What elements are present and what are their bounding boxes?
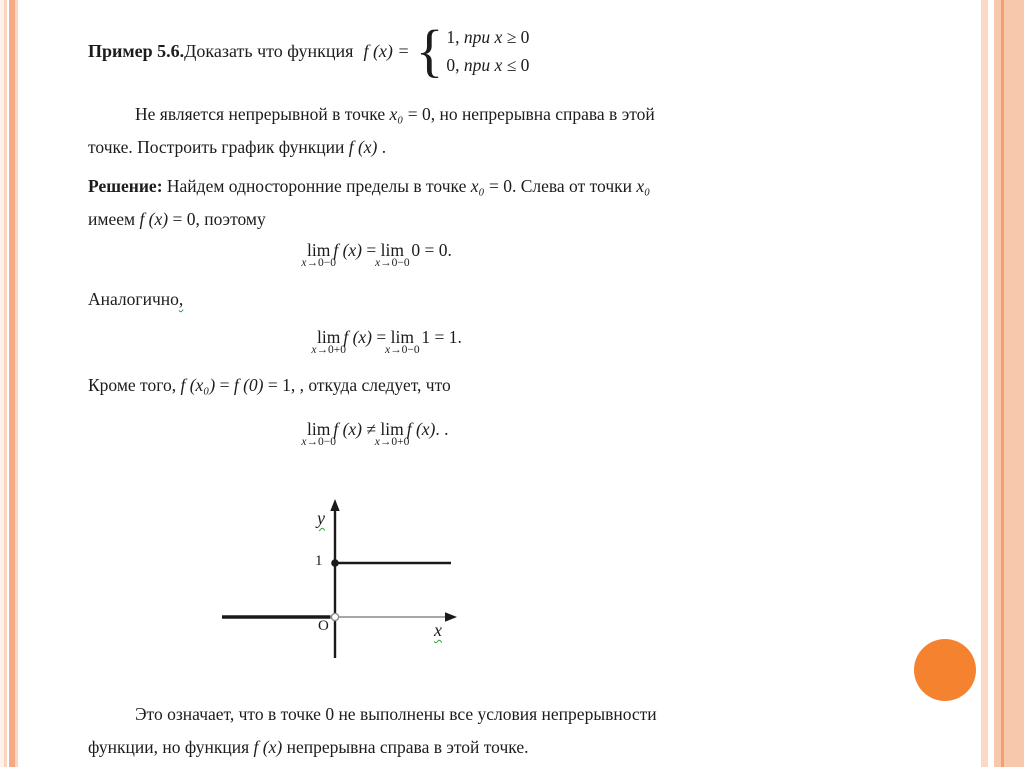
limit-operator [375,240,410,269]
right-border-band-line [1001,0,1004,767]
formula-end: . . [435,419,449,439]
sub-var: x [301,257,307,269]
limit-inequality-formula [301,419,449,448]
example-title [88,18,530,83]
analog-text: Аналогично [88,289,179,309]
right-border-stripe [981,0,988,767]
piecewise-function [415,18,530,83]
sub-var: x [385,344,391,356]
solution-paragraph [88,170,650,236]
graph-canvas [218,498,466,666]
tick-label-1: 1 [315,553,323,569]
case-2-value: 0, [446,54,460,75]
limit-subscript [375,436,410,448]
sub-var: x [311,344,317,356]
sub-var: x [374,436,380,448]
intro-text-c: точке. Построить график функции [88,137,349,157]
sub-var: x [301,436,307,448]
equals-sign: = [372,327,391,347]
sub-approach: →0+0 [379,436,410,448]
solution-x0: x₀ [470,176,485,196]
conclusion-paragraph [88,698,657,764]
lim-word: lim [307,419,331,439]
case-2-condition: ≤ 0 [502,54,530,75]
limit-subscript [375,257,410,269]
solution-line-2 [88,203,650,236]
limit-subscript [311,344,346,356]
limit-operator [385,327,420,356]
krome-value: = 1, [263,375,296,395]
y-axis-label: y [317,508,325,528]
function-notation: f (x) = [363,40,410,61]
sub-approach: →0−0 [306,436,336,448]
open-point-origin [331,613,338,620]
sub-approach: →0−0 [380,257,410,269]
intro-x0: x₀ [389,104,404,124]
lim-word: lim [380,240,404,260]
origin-label: O [318,618,329,634]
solution-x0-2: x₀ [636,176,651,196]
krome-fx0: f (x₀) [180,375,216,395]
title-text: Доказать что функция [184,40,354,61]
right-border-band [994,0,1024,767]
sub-approach: →0−0 [306,257,336,269]
formula-result: 0 = 0. [406,240,452,260]
analog-paragraph [88,289,183,310]
limit-operator [374,419,410,448]
intro-text-b: = 0, но непрерывна справа в этой [403,104,655,124]
limit-formula-left [301,240,452,269]
lim-word: lim [317,327,341,347]
case-1-pri: при [459,26,495,47]
krome-text-a: Кроме того, [88,375,181,395]
krome-equals: = [215,375,234,395]
intro-fx: f (x) [348,137,378,157]
case-row-2 [446,53,529,78]
solution-text-a: Найдем односторонние пределы в точке [162,176,471,196]
decorative-circle [914,639,976,701]
left-border-stripe-2 [4,0,7,767]
analog-comma: , [178,289,184,309]
krome-f0: f (0) [233,375,264,395]
fx-term: f (x) [333,240,363,260]
limit-subscript [301,436,336,448]
case-2-pri: при [459,54,495,75]
intro-paragraph [88,98,655,164]
solution-fx: f (x) [139,209,169,229]
sub-approach: →0+0 [316,344,346,356]
lim-word: lim [390,327,414,347]
intro-text-d: . [377,137,387,157]
lim-word: lim [307,240,331,260]
solution-line-1 [88,170,650,203]
not-equal-sign: ≠ [362,419,381,439]
brace-glyph: { [415,18,444,83]
limit-subscript [301,257,336,269]
case-1-condition: ≥ 0 [502,26,530,47]
solution-text-b: = 0. Слева от точки [484,176,637,196]
solution-label: Решение: [88,176,163,196]
sub-var: x [375,257,381,269]
conclusion-text-a: Это означает, что в точке 0 не выполнены все условия непрерывности [135,704,657,724]
conclusion-line-2 [88,731,657,764]
limit-formula-right [311,327,462,356]
krome-paragraph [88,375,451,396]
left-border-stripe-4 [15,0,18,767]
x-axis-arrow [445,612,457,621]
conclusion-text-c: непрерывна справа в этой точке. [282,737,529,757]
lim-word: lim [380,419,404,439]
y-axis-arrow [330,499,339,511]
case-1-var: x [494,26,503,47]
conclusion-text-b: функции, но функция [88,737,254,757]
limit-operator [301,419,336,448]
krome-text-b: , откуда следует, что [295,375,451,395]
fx-term: f (x) [406,419,436,439]
conclusion-line-1 [88,698,657,731]
example-label: Пример 5.6. [88,40,185,61]
piecewise-cases [446,25,529,78]
case-1-value: 1, [446,26,460,47]
solution-text-c: имеем [88,209,140,229]
intro-line-2 [88,131,655,164]
case-2-var: x [494,54,503,75]
fx-term: f (x) [333,419,363,439]
intro-text-a: Не является непрерывной в точке [135,104,390,124]
x-axis-label: x [434,620,442,640]
sub-approach: →0−0 [390,344,420,356]
limit-subscript [385,344,420,356]
function-graph [218,498,466,666]
equals-sign: = [362,240,381,260]
limit-operator [311,327,346,356]
solution-text-d: = 0, поэтому [168,209,266,229]
case-row-1 [446,25,529,50]
closed-point-0-1 [331,559,339,567]
intro-line-1 [88,98,655,131]
formula-result: 1 = 1. [416,327,462,347]
fx-term: f (x) [343,327,373,347]
limit-operator [301,240,336,269]
conclusion-fx: f (x) [253,737,283,757]
